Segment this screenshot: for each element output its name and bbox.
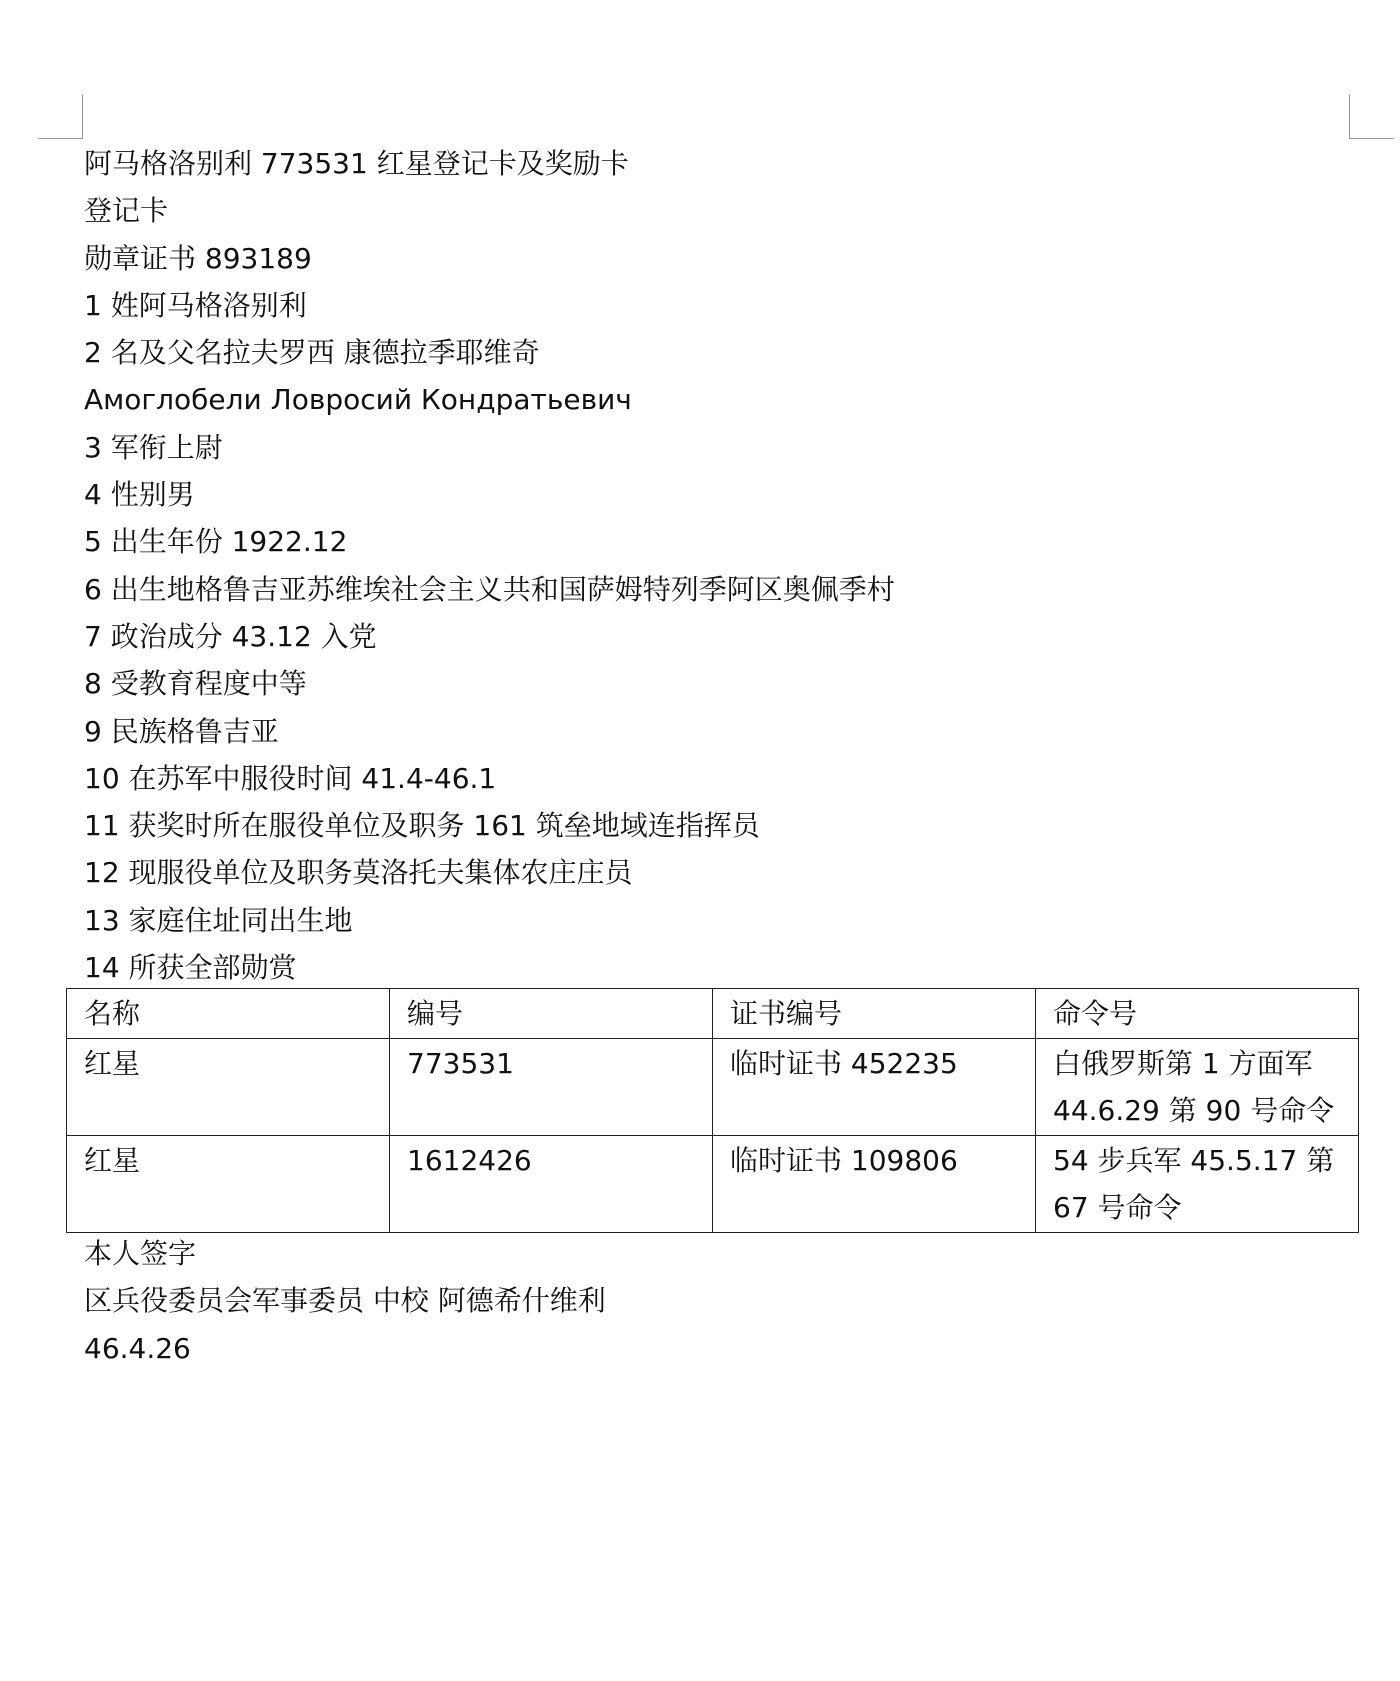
field-education: 8 受教育程度中等 [84, 667, 307, 701]
header-certificate-number: 证书编号 [713, 989, 1036, 1039]
committee-signatory: 区兵役委员会军事委员 中校 阿德希什维利 [84, 1284, 606, 1318]
cell-award-name: 红星 [67, 1136, 390, 1233]
cell-order-number: 白俄罗斯第 1 方面军 44.6.29 第 90 号命令 [1036, 1039, 1359, 1136]
table-row [67, 1136, 1359, 1233]
document-title: 阿马格洛别利 773531 红星登记卡及奖励卡 [84, 147, 629, 180]
document-body [84, 140, 1354, 991]
field-political-status: 7 政治成分 43.12 入党 [84, 619, 377, 653]
field-birth-year: 5 出生年份 1922.12 [84, 525, 348, 559]
cell-certificate-number: 临时证书 452235 [713, 1039, 1036, 1136]
document-date: 46.4.26 [84, 1331, 191, 1365]
header-award-number: 编号 [390, 989, 713, 1039]
field-gender: 4 性别男 [84, 478, 195, 512]
field-all-awards: 14 所获全部勋赏 [84, 951, 297, 985]
cell-award-name: 红星 [67, 1039, 390, 1136]
cell-award-number: 773531 [390, 1039, 713, 1136]
awards-table [66, 988, 1359, 1233]
cell-award-number: 1612426 [390, 1136, 713, 1233]
page-corner-mark-top-right [1349, 94, 1394, 139]
table-header-row [67, 989, 1359, 1039]
document-footer [84, 1230, 606, 1372]
cell-certificate-number: 临时证书 109806 [713, 1136, 1036, 1233]
signature-label: 本人签字 [84, 1237, 197, 1270]
field-home-address: 13 家庭住址同出生地 [84, 903, 353, 937]
page-corner-mark-top-left [38, 94, 83, 139]
certificate-number: 勋章证书 893189 [84, 241, 312, 275]
cell-order-number: 54 步兵军 45.5.17 第 67 号命令 [1036, 1136, 1359, 1233]
field-name-russian: Амоглобели Ловросий Кондратьевич [84, 383, 632, 417]
table-row [67, 1039, 1359, 1136]
field-service-period: 10 在苏军中服役时间 41.4-46.1 [84, 761, 497, 795]
field-surname: 1 姓阿马格洛别利 [84, 288, 307, 322]
header-award-name: 名称 [67, 989, 390, 1039]
field-unit-at-award: 11 获奖时所在服役单位及职务 161 筑垒地域连指挥员 [84, 809, 760, 843]
field-ethnicity: 9 民族格鲁吉亚 [84, 714, 279, 748]
field-rank: 3 军衔上尉 [84, 430, 223, 464]
card-type: 登记卡 [84, 194, 169, 228]
field-name-patronymic: 2 名及父名拉夫罗西 康德拉季耶维奇 [84, 336, 540, 370]
field-current-unit: 12 现服役单位及职务莫洛托夫集体农庄庄员 [84, 856, 633, 890]
field-birthplace: 6 出生地格鲁吉亚苏维埃社会主义共和国萨姆特列季阿区奥佩季村 [84, 572, 895, 606]
header-order-number: 命令号 [1036, 989, 1359, 1039]
